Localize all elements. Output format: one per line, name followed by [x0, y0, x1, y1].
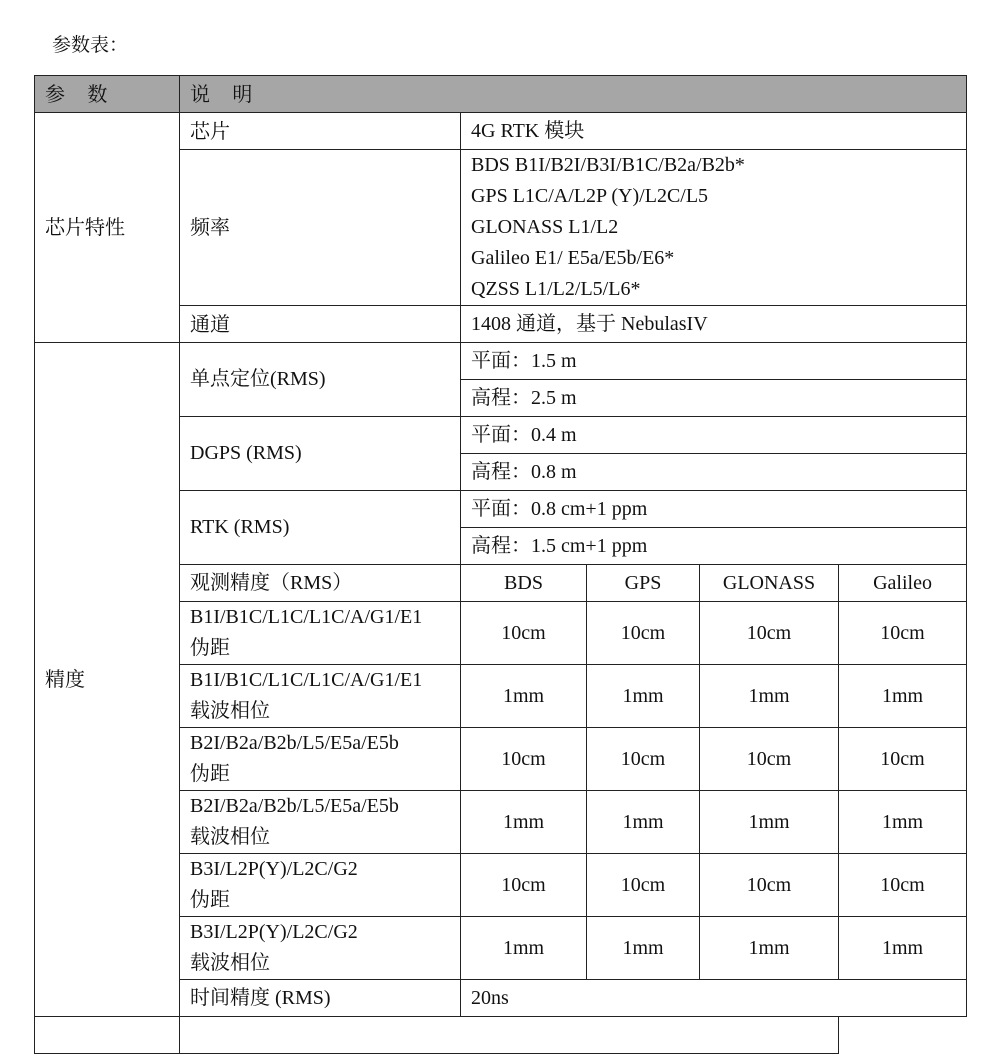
frequency-list — [461, 150, 967, 306]
header-param: 参 数 — [35, 76, 180, 113]
frequency-line: BDS B1I/B2I/B3I/B1C/B2a/B2b* — [471, 154, 745, 176]
obs-value: 10cm — [461, 854, 587, 917]
obs-value: 1mm — [461, 665, 587, 728]
obs-value: 10cm — [461, 728, 587, 791]
obs-type: 伪距 — [190, 637, 230, 659]
obs-value: 1mm — [700, 917, 839, 980]
obs-value: 1mm — [839, 917, 967, 980]
category-chip: 芯片特性 — [35, 113, 180, 343]
obs-band: B2I/B2a/B2b/L5/E5a/E5b — [190, 795, 399, 817]
obs-value: 1mm — [587, 665, 700, 728]
empty-cell — [35, 1017, 180, 1054]
obs-type: 伪距 — [190, 763, 230, 785]
page-title: 参数表： — [52, 34, 129, 56]
obs-row-label — [180, 917, 461, 980]
obs-band: B1I/B1C/L1C/L1C/A/G1/E1 — [190, 606, 423, 628]
single-point-vertical: 高程：2.5 m — [461, 380, 967, 417]
rtk-vertical: 高程：1.5 cm+1 ppm — [461, 528, 967, 565]
obs-type: 载波相位 — [190, 826, 270, 848]
obs-value: 10cm — [587, 854, 700, 917]
obs-value: 1mm — [587, 917, 700, 980]
category-accuracy: 精度 — [35, 343, 180, 1017]
obs-band: B3I/L2P(Y)/L2C/G2 — [190, 921, 358, 943]
table-row — [35, 113, 967, 150]
frequency-line: GLONASS L1/L2 — [471, 216, 619, 238]
obs-col-galileo: Galileo — [839, 565, 967, 602]
obs-header-label: 观测精度（RMS） — [180, 565, 461, 602]
obs-value: 10cm — [587, 728, 700, 791]
obs-type: 载波相位 — [190, 700, 270, 722]
obs-row-label — [180, 854, 461, 917]
obs-col-glonass: GLONASS — [700, 565, 839, 602]
frequency-line: GPS L1C/A/L2P (Y)/L2C/L5 — [471, 185, 709, 207]
obs-type: 伪距 — [190, 889, 230, 911]
obs-value: 10cm — [839, 602, 967, 665]
row-label-time: 时间精度 (RMS) — [180, 980, 461, 1017]
frequency-line: QZSS L1/L2/L5/L6* — [471, 278, 641, 300]
obs-value: 1mm — [587, 791, 700, 854]
header-desc: 说 明 — [180, 76, 967, 113]
obs-value: 10cm — [839, 854, 967, 917]
obs-col-gps: GPS — [587, 565, 700, 602]
obs-type: 载波相位 — [190, 952, 270, 974]
obs-band: B1I/B1C/L1C/L1C/A/G1/E1 — [190, 669, 423, 691]
single-point-horizontal: 平面：1.5 m — [461, 343, 967, 380]
obs-value: 10cm — [700, 728, 839, 791]
obs-value: 10cm — [700, 854, 839, 917]
obs-value: 1mm — [461, 917, 587, 980]
obs-value: 1mm — [700, 791, 839, 854]
obs-row-label — [180, 602, 461, 665]
obs-col-bds: BDS — [461, 565, 587, 602]
dgps-vertical: 高程：0.8 m — [461, 454, 967, 491]
row-label-single-point: 单点定位(RMS) — [180, 343, 461, 417]
parameter-table — [34, 75, 967, 1054]
obs-value: 10cm — [700, 602, 839, 665]
table-row — [35, 1017, 967, 1054]
row-label-channel: 通道 — [180, 306, 461, 343]
obs-band: B2I/B2a/B2b/L5/E5a/E5b — [190, 732, 399, 754]
obs-row-label — [180, 728, 461, 791]
obs-value: 10cm — [461, 602, 587, 665]
obs-value: 1mm — [839, 791, 967, 854]
frequency-line: Galileo E1/ E5a/E5b/E6* — [471, 247, 675, 269]
obs-value: 10cm — [587, 602, 700, 665]
obs-row-label — [180, 791, 461, 854]
row-label-rtk: RTK (RMS) — [180, 491, 461, 565]
row-label-dgps: DGPS (RMS) — [180, 417, 461, 491]
obs-band: B3I/L2P(Y)/L2C/G2 — [190, 858, 358, 880]
dgps-horizontal: 平面：0.4 m — [461, 417, 967, 454]
chip-value: 4G RTK 模块 — [461, 113, 967, 150]
table-header-row — [35, 76, 967, 113]
empty-cell — [180, 1017, 839, 1054]
obs-value: 1mm — [461, 791, 587, 854]
channel-value: 1408 通道，基于 NebulasIV — [461, 306, 967, 343]
obs-value: 10cm — [839, 728, 967, 791]
row-label-chip: 芯片 — [180, 113, 461, 150]
table-row — [35, 343, 967, 380]
time-value: 20ns — [461, 980, 967, 1017]
rtk-horizontal: 平面：0.8 cm+1 ppm — [461, 491, 967, 528]
row-label-frequency: 频率 — [180, 150, 461, 306]
obs-value: 1mm — [700, 665, 839, 728]
obs-row-label — [180, 665, 461, 728]
obs-value: 1mm — [839, 665, 967, 728]
